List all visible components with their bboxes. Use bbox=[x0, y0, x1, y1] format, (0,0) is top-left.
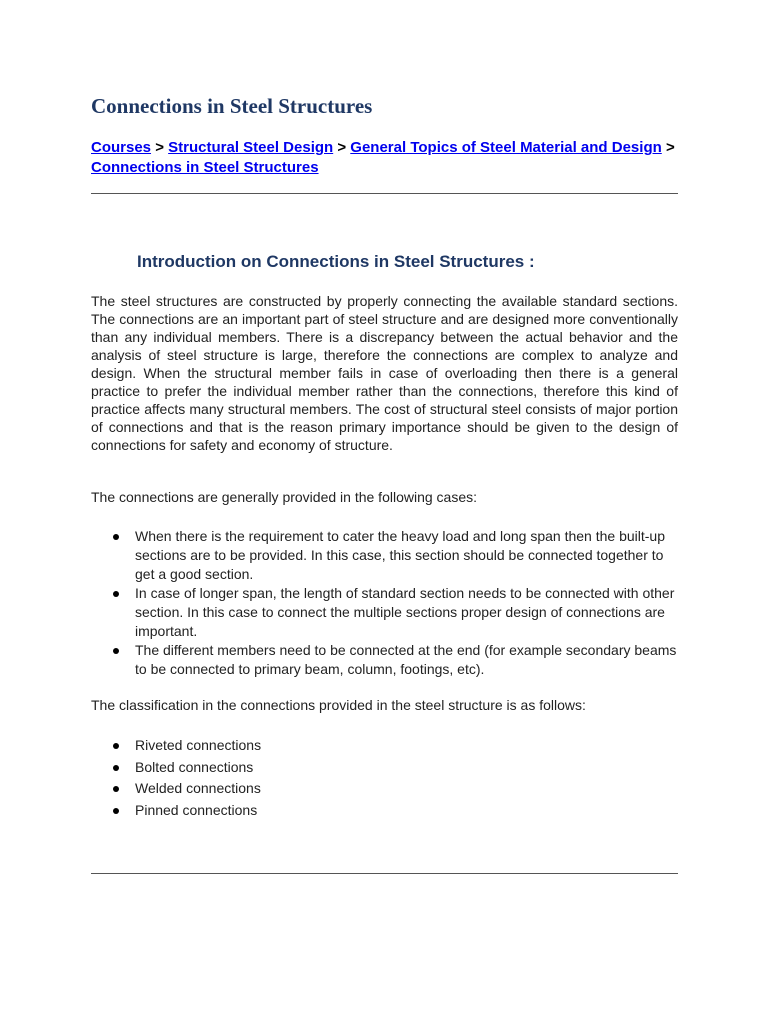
list-item bbox=[91, 584, 678, 641]
bullet-icon bbox=[113, 786, 119, 792]
list-item-text: Welded connections bbox=[135, 780, 261, 796]
bottom-divider bbox=[91, 873, 678, 874]
bullet-icon bbox=[113, 808, 119, 814]
list-item bbox=[91, 641, 678, 679]
list-item-text: The different members need to be connected at the end (for example secondary beams to be connected to primary beam, column, footings, etc). bbox=[135, 642, 677, 677]
list-item-text: When there is the requirement to cater the heavy load and long span then the built-up sections are to be provided. In this case, this section should be connected together to get a good section. bbox=[135, 528, 666, 582]
classification-list bbox=[91, 735, 678, 821]
breadcrumb bbox=[91, 138, 681, 178]
top-divider bbox=[91, 193, 678, 194]
breadcrumb-separator: > bbox=[665, 139, 675, 156]
breadcrumb-link-general-topics[interactable]: General Topics of Steel Material and Design bbox=[350, 139, 662, 156]
list-item-text: Pinned connections bbox=[135, 801, 258, 818]
list-item bbox=[91, 527, 678, 584]
bullet-icon bbox=[113, 765, 119, 771]
list-item bbox=[91, 735, 678, 757]
list-item bbox=[91, 800, 678, 822]
list-item-text: Riveted connections bbox=[135, 737, 262, 753]
breadcrumb-link-structural-steel-design[interactable]: Structural Steel Design bbox=[168, 139, 334, 156]
bullet-icon bbox=[113, 743, 119, 749]
bullet-icon bbox=[113, 648, 119, 654]
cases-intro-text: The connections are generally provided in the following cases: bbox=[91, 489, 478, 505]
list-item-text: In case of longer span, the length of standard section needs to be connected with other section. In this case to connect the multiple sections proper design of connections are important. bbox=[135, 585, 675, 639]
bullet-icon bbox=[113, 534, 119, 540]
breadcrumb-link-connections[interactable]: Connections in Steel Structures bbox=[91, 159, 319, 176]
page-title: Connections in Steel Structures bbox=[91, 94, 373, 118]
intro-paragraph: The steel structures are constructed by properly connecting the available standard sections. The connections are an important part of steel structure and are designed more conventionally than any individual members. There is a discrepancy between the actual behavior and the analysis of steel structure is large, therefore the connections are complex to analyze and design. When the structural member fails in case of overloading then there is a general practice to prefer the individual member rather than the connections, therefore this kind of practice affects many structural members. The cost of structural steel consists of major portion of connections and that is the reason primary importance should be given to the design of connections for safety and economy of structure. bbox=[91, 293, 678, 453]
breadcrumb-separator: > bbox=[155, 139, 169, 156]
bullet-icon bbox=[113, 591, 119, 597]
list-item bbox=[91, 757, 678, 779]
list-item-text: Bolted connections bbox=[135, 758, 254, 775]
breadcrumb-separator: > bbox=[337, 139, 351, 156]
cases-list bbox=[91, 527, 678, 679]
section-heading: Introduction on Connections in Steel Structures : bbox=[137, 252, 535, 271]
classification-intro-text: The classification in the connections provided in the steel structure is as follows: bbox=[91, 697, 586, 713]
breadcrumb-link-courses[interactable]: Courses bbox=[91, 139, 152, 156]
list-item bbox=[91, 778, 678, 800]
